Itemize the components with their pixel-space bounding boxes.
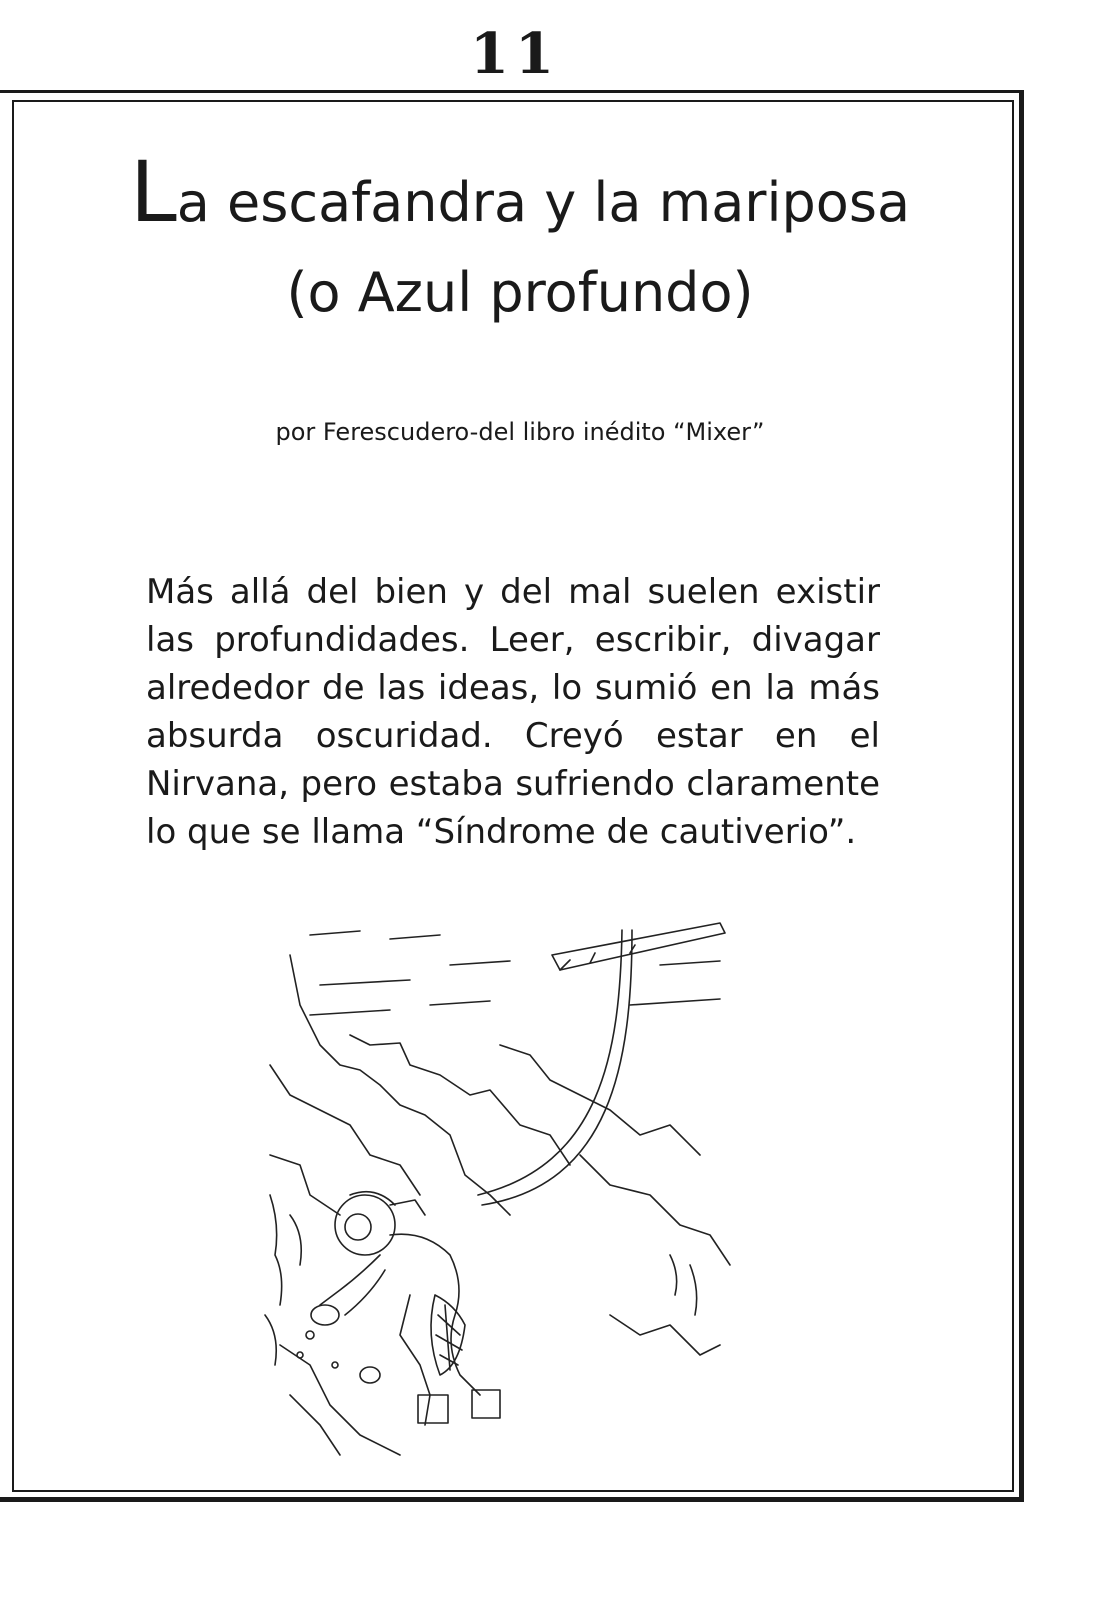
body-paragraph: Más allá del bien y del mal suelen existir las profundidades. Leer, escribir, divagar alrededor de las ideas, lo sumió en la más absurda oscuridad. Creyó estar en el Nirvana, pero estaba sufriendo claramente lo que se llama “Síndrome de cautiverio”. — [146, 572, 880, 852]
article-title — [40, 143, 1000, 338]
title-line-2: (o Azul profundo) — [286, 261, 754, 324]
title-line-1: a escafandra y la mariposa — [176, 171, 911, 234]
page-number: 11 — [470, 21, 560, 87]
title-drop-initial: L — [129, 143, 177, 241]
diver-illustration — [250, 895, 750, 1475]
byline: por Ferescudero-del libro inédito “Mixer” — [275, 418, 765, 446]
